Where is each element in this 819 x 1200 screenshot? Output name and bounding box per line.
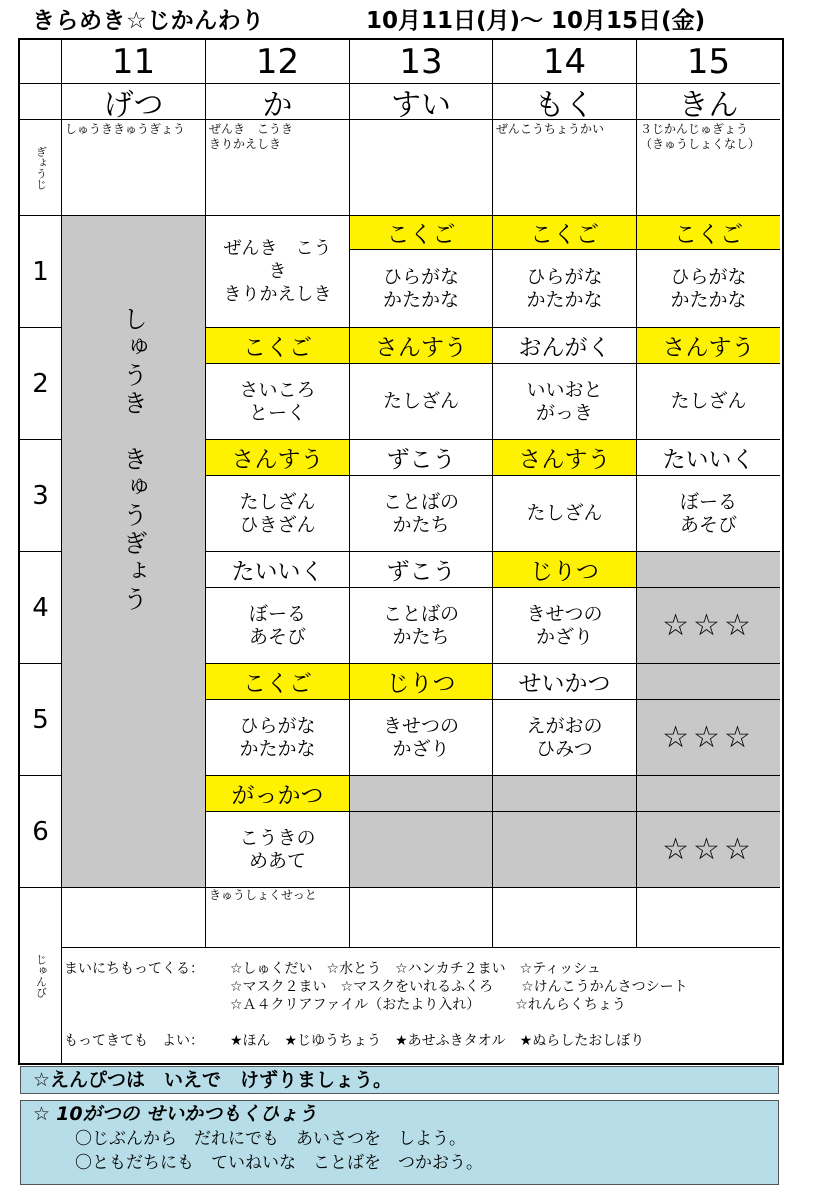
day-name: か: [206, 84, 350, 120]
monday-holiday-text: しゅうき きゅうぎょう: [119, 306, 149, 614]
period-content: ひらがな かたかな: [350, 250, 493, 328]
subject: たいいく: [637, 440, 780, 476]
subject-empty: [350, 776, 493, 812]
day-name: げつ: [62, 84, 206, 120]
junbi-day-note: きゅうしょくせっと: [206, 888, 350, 948]
subject: ずこう: [350, 552, 493, 588]
day-name: もく: [493, 84, 637, 120]
period-label: 6: [20, 776, 62, 888]
period-label: 1: [20, 216, 62, 328]
subject-empty: [637, 552, 780, 588]
day-number: 14: [493, 40, 637, 84]
junbi-day: [62, 888, 206, 948]
subject: さんすう: [350, 328, 493, 364]
period-label: 2: [20, 328, 62, 440]
daily-items-line: ☆マスク２まい ☆マスクをいれるふくろ ☆けんこうかんさつシート: [230, 979, 688, 995]
day-name: すい: [350, 84, 493, 120]
pencil-note: ☆えんぴつは いえで けずりましょう。: [33, 1069, 393, 1091]
day-event: ぜんき こうき きりかえしき: [206, 120, 350, 216]
day-event: しゅうききゅうぎょう: [62, 120, 206, 216]
belongings-box: [62, 948, 780, 1063]
period-content: たしざん ひきざん: [206, 476, 350, 552]
subject: こくご: [493, 216, 637, 250]
period-content: ぼーる あそび: [206, 588, 350, 664]
period-empty: [493, 812, 637, 888]
gyouji-label: ぎょうじ: [20, 120, 62, 216]
period-content: ひらがな かたかな: [206, 700, 350, 776]
subject: ずこう: [350, 440, 493, 476]
daily-items-label: まいにちもってくる：: [64, 961, 204, 977]
goal-line: 〇ともだちにも ていねいな ことばを つかおう。: [75, 1153, 483, 1173]
goal-star-icon: ☆: [33, 1103, 51, 1125]
period-label: 3: [20, 440, 62, 552]
subject: さんすう: [206, 440, 350, 476]
goal-line: 〇じぶんから だれにでも あいさつを しよう。: [75, 1129, 466, 1149]
timetable: [18, 38, 784, 1065]
subject: がっかつ: [206, 776, 350, 812]
period-label: 5: [20, 664, 62, 776]
period-content: ことばの かたち: [350, 588, 493, 664]
daily-items-line: ☆Ａ４クリアファイル（おたより入れ） ☆れんらくちょう: [230, 997, 626, 1013]
day-number: 11: [62, 40, 206, 84]
subject: こくご: [206, 328, 350, 364]
day-name: きん: [637, 84, 780, 120]
subject: せいかつ: [493, 664, 637, 700]
subject: たいいく: [206, 552, 350, 588]
subject-empty: [637, 664, 780, 700]
period-content: たしざん: [637, 364, 780, 440]
pencil-banner: [20, 1066, 779, 1094]
junbi-day: [493, 888, 637, 948]
junbi-day: [350, 888, 493, 948]
subject: こくご: [637, 216, 780, 250]
period-label: 4: [20, 552, 62, 664]
period-content: たしざん: [350, 364, 493, 440]
day-event: [350, 120, 493, 216]
period-content: いいおと がっき: [493, 364, 637, 440]
subject: おんがく: [493, 328, 637, 364]
period-content: ことばの かたち: [350, 476, 493, 552]
period-content: ぼーる あそび: [637, 476, 780, 552]
day-number: 12: [206, 40, 350, 84]
subject: じりつ: [350, 664, 493, 700]
corner-cell: [20, 40, 62, 84]
day-event: ３じかんじゅぎょう （きゅうしょくなし）: [637, 120, 780, 216]
period-empty: [350, 812, 493, 888]
daily-items-line: ☆しゅくだい ☆水とう ☆ハンカチ２まい ☆ティッシュ: [230, 961, 601, 977]
goal-title: 10がつの せいかつもくひょう: [56, 1103, 318, 1125]
period-content: ひらがな かたかな: [493, 250, 637, 328]
goal-banner: [20, 1100, 779, 1185]
period-content: きせつの かざり: [493, 588, 637, 664]
day-number: 15: [637, 40, 780, 84]
corner-cell: [20, 84, 62, 120]
junbi-day: [637, 888, 780, 948]
date-range: 10月11日(月)〜 10月15日(金): [366, 8, 706, 34]
page-title: きらめき☆じかんわり: [32, 8, 265, 34]
subject: こくご: [350, 216, 493, 250]
subject-empty: [493, 776, 637, 812]
subject: こくご: [206, 664, 350, 700]
junbi-label: じゅんび: [20, 888, 62, 1063]
monday-holiday-block: [62, 216, 206, 888]
subject: さんすう: [637, 328, 780, 364]
subject: じりつ: [493, 552, 637, 588]
optional-items-label: もってきても よい：: [64, 1033, 204, 1049]
period-content: こうきの めあて: [206, 812, 350, 888]
period-content: たしざん: [493, 476, 637, 552]
star-placeholder: ☆☆☆: [637, 700, 780, 776]
period-content: ぜんき こう き きりかえしき: [206, 216, 350, 328]
star-placeholder: ☆☆☆: [637, 588, 780, 664]
star-placeholder: ☆☆☆: [637, 812, 780, 888]
subject: さんすう: [493, 440, 637, 476]
period-content: えがおの ひみつ: [493, 700, 637, 776]
period-content: さいころ とーく: [206, 364, 350, 440]
period-content: きせつの かざり: [350, 700, 493, 776]
day-number: 13: [350, 40, 493, 84]
period-content: ひらがな かたかな: [637, 250, 780, 328]
day-event: ぜんこうちょうかい: [493, 120, 637, 216]
optional-items: ★ほん ★じゆうちょう ★あせふきタオル ★ぬらしたおしぼり: [230, 1033, 645, 1049]
subject-empty: [637, 776, 780, 812]
